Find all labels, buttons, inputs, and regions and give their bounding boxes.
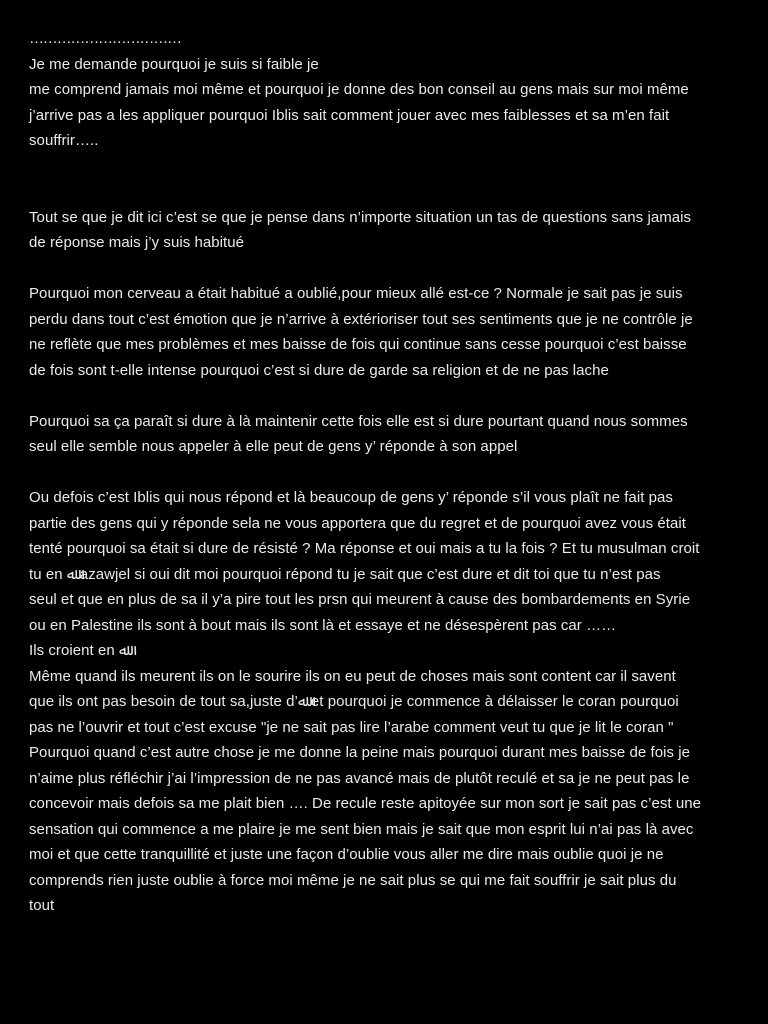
note-line: Pourquoi sa ça paraît si dure à là maintenir cette fois elle est si dure pourtant quand nous sommes [29, 412, 688, 430]
note-text [29, 26, 741, 919]
note-line: pas ne l’ouvrir et tout c’est excuse "je ne sait pas lire l’arabe comment veut tu que je lit le coran " [29, 718, 674, 736]
note-line: Ils croient en ﷲ [29, 642, 128, 659]
note-line: que ils ont pas besoin de tout sa,juste d’ﷲ et pourquoi je commence à délaisser le coran pourquoi [29, 693, 679, 710]
note-line: de fois sont t-elle intense pourquoi c’est si dure de garde sa religion et de ne pas lache [29, 361, 609, 379]
note-line: seul elle semble nous appeler à elle peut de gens y’ réponde à son appel [29, 438, 518, 455]
note-line: Ou defois c’est Iblis qui nous répond et là beaucoup de gens y’ réponde s’il vous plaît ne fait pas [29, 489, 673, 506]
note-line: comprends rien juste oublie à force moi même je ne sait plus se qui me fait souffrir je sait plus du [29, 871, 677, 889]
note-line: j’arrive pas a les appliquer pourquoi Iblis sait comment jouer avec mes faiblesses et sa m’en fait [29, 106, 670, 124]
note-line: ne reflète que mes problèmes et mes baisse de fois qui continue sans cesse pourquoi c’est baisse [29, 336, 687, 353]
note-line: ou en Palestine ils sont à bout mais ils sont là et essaye et ne désespèrent pas car …… [29, 616, 617, 634]
note-line: Je me demande pourquoi je suis si faible je [29, 55, 319, 73]
note-line: Tout se que je dit ici c’est se que je pense dans n’importe situation un tas de questions sans jamais [29, 208, 692, 226]
note-line: Pourquoi quand c’est autre chose je me donne la peine mais pourquoi durant mes baisse de fois je [29, 744, 691, 761]
note-line: sensation qui commence a me plaire je me sent bien mais je sait que mon esprit lui n’ai pas là avec [29, 820, 694, 838]
note-line: concevoir mais defois sa me plait bien …. De recule reste apitoyée sur mon sort je sait pas c’est une [29, 795, 702, 812]
note-line: tenté pourquoi sa était si dure de résisté ? Ma réponse et oui mais a tu la fois ? Et tu musulman croit [29, 540, 700, 557]
note-line: moi et que cette tranquillité et juste une façon d’oublie vous aller me dire mais oublie quoi je ne [29, 846, 664, 863]
note-line: tu en ﷲ azawjel si oui dit moi pourquoi répond tu je sait que c’est dure et dit toi que tu n’est pas [29, 565, 661, 583]
note-line: souffrir….. [29, 132, 99, 149]
note-line: partie des gens qui y réponde sela ne vous apportera que du regret et de pourquoi avez vous était [29, 514, 686, 532]
blank-line [29, 383, 741, 409]
note-line: …………………………… [29, 30, 181, 47]
blank-line [29, 154, 741, 180]
note-line: Pourquoi mon cerveau a était habitué a oublié,pour mieux allé est-ce ? Normale je sait pas je suis [29, 285, 683, 302]
note-line: Même quand ils meurent ils on le sourire ils on eu peut de choses mais sont content car il savent [29, 667, 676, 685]
blank-line [29, 460, 741, 486]
note-line: me comprend jamais moi même et pourquoi je donne des bon conseil au gens mais sur moi même [29, 81, 689, 98]
note-line: seul et que en plus de sa il y’a pire tout les prsn qui meurent à cause des bombardements en Syrie [29, 591, 691, 608]
note-line: n’aime plus réfléchir j’ai l’impression de ne pas avancé mais de plutôt reculé et sa je ne peut pas le [29, 769, 690, 787]
note-line: perdu dans tout c’est émotion que je n’arrive à extérioriser tout ses sentiments que je ne contrôle je [29, 310, 693, 328]
blank-line [29, 256, 741, 282]
blank-line [29, 179, 741, 205]
note-line: de réponse mais j’y suis habitué [29, 234, 245, 251]
note-line: tout [29, 897, 55, 914]
